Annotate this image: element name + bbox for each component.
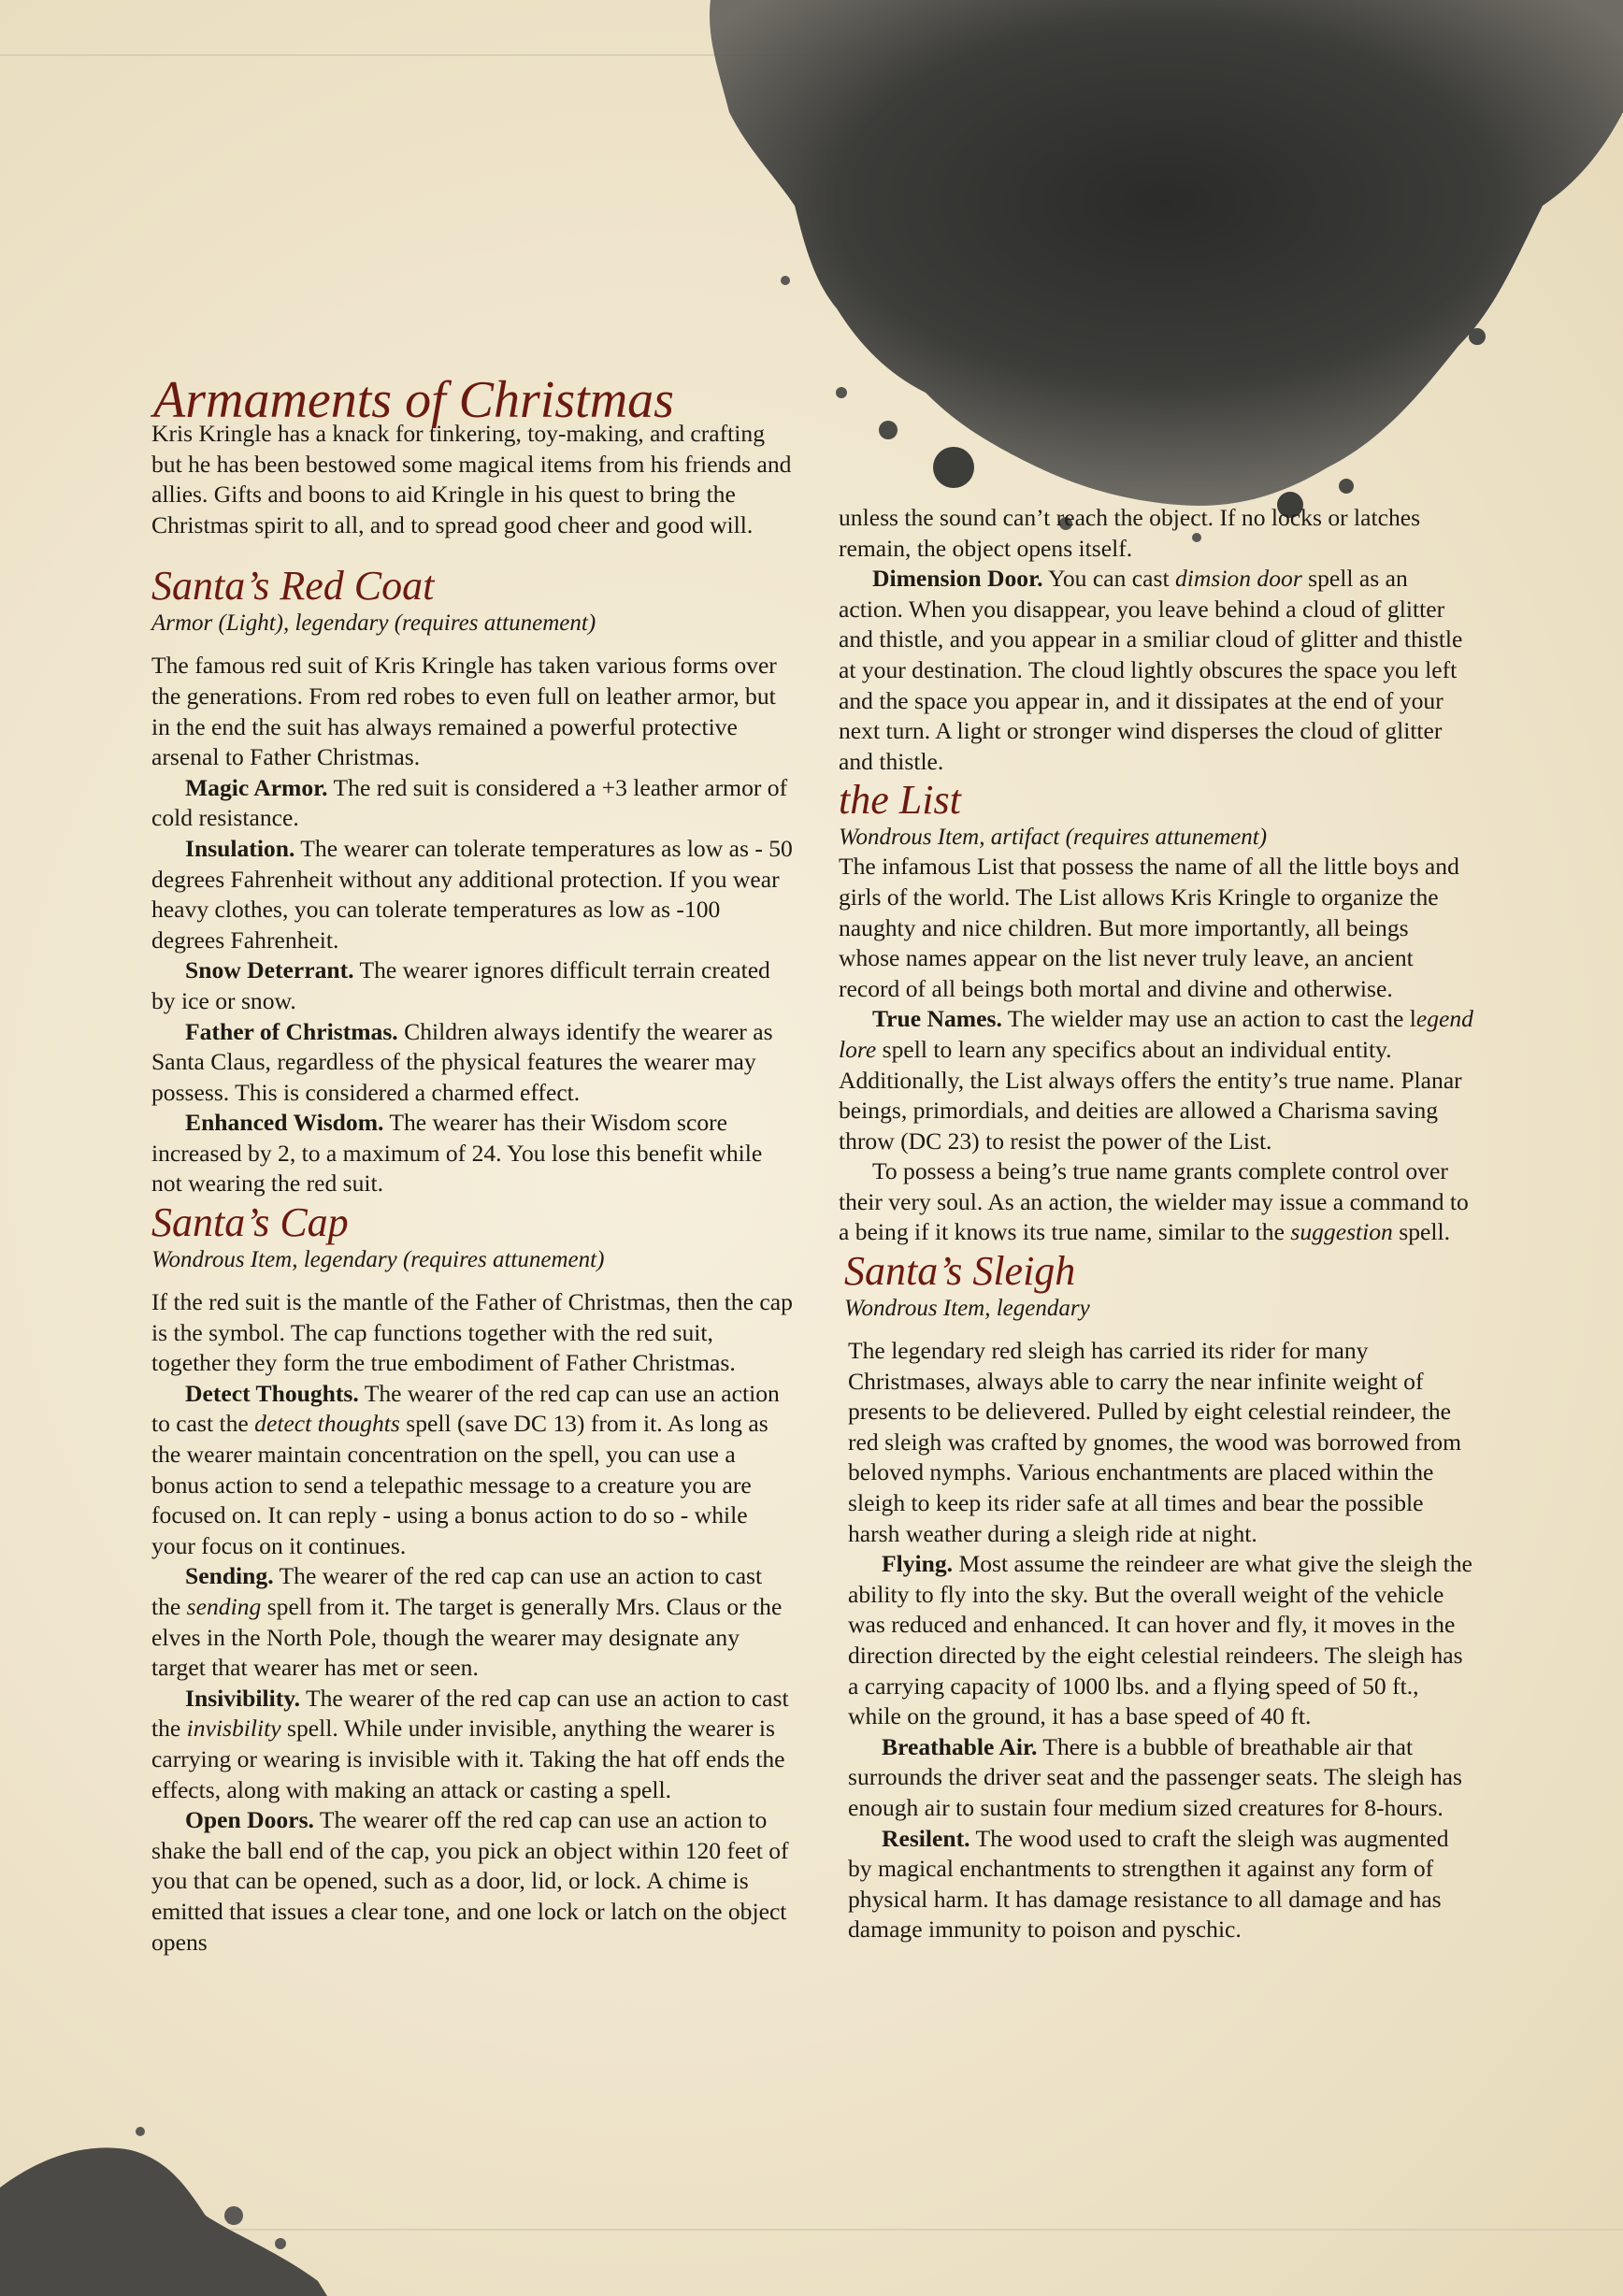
feature-text: spell. (1392, 1218, 1450, 1246)
feature-text: The wood used to craft the sleigh was augmented by magical enchantments to strengthen it against any form of physical harm. It has damage resistance to all damage and has damage immunity to poison and pyschic. (848, 1824, 1449, 1944)
cap-description: If the red suit is the mantle of the Father of Christmas, then the cap is the symbol. The cap functions together with the red suit, together they form the true embodiment of Father Christmas. (151, 1288, 793, 1377)
feature-name: Snow Deterrant. (185, 956, 354, 984)
feature-text: You can cast (1042, 565, 1175, 593)
sleigh-feature (848, 1732, 1474, 1824)
intro-paragraph: Kris Kringle has a knack for tinkering, toy-making, and crafting but he has been bestowed some magical items from his friends and allies. Gifts and boons to aid Kringle in his quest to bring the Christmas spirit to all, and to spread good cheer and good will. (151, 420, 792, 538)
feature-name: Insulation. (185, 834, 295, 862)
feature-text: The wearer off the red cap can use an action to shake the ball end of the cap, you pick an object within 120 feet of you that can be opened, such as a door, lid, or lock. A chime is emitted that issues a clear tone, and one lock or latch on the object opens (151, 1806, 789, 1956)
feature-text: The wearer can tolerate temperatures as low as - 50 degrees Fahrenheit without any additional protection. If you wear heavy clothes, you can tolerate temperatures as low as -100 degrees Fahrenheit. (151, 834, 793, 954)
spell-name: egend lore (839, 1005, 1473, 1063)
feature-name: Enhanced Wisdom. (185, 1109, 384, 1137)
list-subtitle: Wondrous Item, artifact (requires attunement) (839, 825, 1268, 851)
sleigh-title: Santa’s Sleigh (844, 1248, 1076, 1295)
cap-subtitle: Wondrous Item, legendary (requires attunement) (151, 1247, 605, 1273)
coat-description: The famous red suit of Kris Kringle has taken various forms over the generations. From red robes to even full on leather armor, but in the end the suit has always remained a powerful protective arsenal to Father Christmas. (151, 652, 777, 771)
spell-name: suggestion (1290, 1218, 1393, 1246)
feature-name: Sending. (185, 1562, 274, 1590)
spell-name: detect thoughts (254, 1410, 400, 1438)
feature-text: spell from it. The target is generally Mrs. Claus or the elves in the North Pole, though the wearer may designate any target that wearer has met or seen. (151, 1593, 783, 1682)
feature-name: Insivibility. (185, 1684, 301, 1712)
spell-name: sending (186, 1593, 262, 1620)
feature-name: Detect Thoughts. (185, 1379, 359, 1407)
sleigh-feature (848, 1824, 1474, 1945)
open-doors-continued: unless the sound can’t reach the object. If no locks or latches remain, the object opens itself. (839, 504, 1421, 562)
sleigh-feature (848, 1549, 1474, 1732)
feature-name: Flying. (882, 1550, 954, 1578)
cap-feature-open-doors (151, 1805, 797, 1958)
cap-feature-dimension-door (839, 564, 1474, 777)
feature-text: Children always identify the wearer as Santa Claus, regardless of the physical features the wearer may possess. This is considered a charmed effect. (151, 1017, 773, 1106)
left-column (151, 419, 797, 1958)
feature-text: There is a bubble of breathable air that surrounds the driver seat and the passenger seats. The sleigh has enough air to sustain four medium sized creatures for 8-hours. (848, 1732, 1462, 1821)
feature-text: spell. While under invisible, anything the wearer is carrying or wearing is invisible with it. Taking the hat off ends the effects, along with making an attack or casting a spell. (151, 1715, 785, 1803)
feature-name: Open Doors. (185, 1806, 314, 1834)
page-title: Armaments of Christmas (153, 371, 674, 429)
coat-feature (151, 773, 797, 834)
feature-name: Breathable Air. (882, 1732, 1038, 1760)
cap-feature-detect (151, 1379, 797, 1562)
feature-text: spell (save DC 13) from it. As long as the wearer maintain concentration on the spell, you can use a bonus action to send a telepathic message to a creature you are focused on. It can reply - using a bonus action to do so - while your focus on it continues. (151, 1410, 768, 1559)
feature-name: Dimension Door. (872, 565, 1043, 593)
right-column (839, 503, 1474, 1945)
sleigh-description: The legendary red sleigh has carried its rider for many Christmases, always able to carry the near infinite weight of presents to be delievered. Pulled by eight celestial reindeer, the red sleigh was crafted by gnomes, the wood was borrowed from beloved nymphs. Various enchantments are placed within the sleigh to keep its rider safe at all times and bear the possible harsh weather during a sleigh ride at night. (848, 1337, 1462, 1547)
sleigh-body (848, 1336, 1474, 1945)
feature-text: The wielder may use an action to cast the l (1001, 1005, 1416, 1033)
coat-subtitle: Armor (Light), legendary (requires attunement) (151, 610, 596, 637)
coat-feature (151, 1017, 797, 1109)
feature-text: spell as an action. When you disappear, you leave behind a cloud of glitter and thistle, and you appear in a smiliar cloud of glitter and thistle at your destination. The cloud lightly obscures the space you left and the space you appear in, and it dissipates at the end of your next turn. A light or stronger wind disperses the cloud of glitter and thistle. (839, 565, 1463, 775)
coat-feature (151, 1108, 797, 1199)
cap-title: Santa’s Cap (151, 1199, 349, 1246)
list-possess-paragraph (839, 1156, 1474, 1248)
feature-name: Resilent. (882, 1824, 970, 1852)
ink-splatter-top (673, 0, 1623, 561)
coat-feature (151, 955, 797, 1016)
feature-text: The wearer has their Wisdom score increased by 2, to a maximum of 24. You lose this benefit while not wearing the red suit. (151, 1109, 763, 1198)
feature-name: True Names. (872, 1005, 1002, 1033)
cap-feature-sending (151, 1561, 797, 1683)
feature-text: To possess a being’s true name grants complete control over their very soul. As an action, the wielder may issue a command to a being if it knows its true name, similar to the (839, 1157, 1469, 1246)
coat-title: Santa’s Red Coat (151, 563, 435, 610)
ink-splatter-bottom (0, 2103, 355, 2296)
feature-text: The wearer of the red cap can use an action to cast the (151, 1684, 789, 1743)
sleigh-subtitle: Wondrous Item, legendary (844, 1296, 1090, 1322)
list-description: The infamous List that possess the name of all the little boys and girls of the world. The List allows Kris Kringle to organize the naughty and nice children. But more importantly, all beings whose names appear on the list never truly leave, an ancient record of all beings both mortal and divine and otherwise. (839, 853, 1459, 1002)
feature-text: The red suit is considered a +3 leather armor of cold resistance. (151, 773, 788, 832)
coat-feature (151, 834, 797, 955)
spell-name: dimsion door (1174, 565, 1302, 593)
feature-text: The wearer of the red cap can use an action to cast the (151, 1379, 780, 1438)
feature-text: The wearer ignores difficult terrain created by ice or snow. (151, 956, 770, 1014)
feature-text: Most assume the reindeer are what give the sleigh the ability to fly into the sky. But the overall weight of the vehicle was reduced and enhanced. It can hover and fly, it moves in the direction directed by the eight celestial reindeers. The sleigh has a carrying capacity of 1000 lbs. and a flying speed of 50 ft., while on the ground, it has a base speed of 40 ft. (848, 1550, 1472, 1730)
list-feature-true-names (839, 1004, 1474, 1156)
feature-text: spell to learn any specifics about an individual entity. Additionally, the List always offers the entity’s true name. Planar beings, primordials, and deities are allowed a Charisma saving throw (DC 23) to resist the power of the List. (839, 1035, 1462, 1155)
feature-name: Magic Armor. (185, 773, 328, 801)
cap-feature-invisibility (151, 1684, 797, 1805)
feature-text: The wearer of the red cap can use an action to cast the (151, 1562, 763, 1620)
list-title: the List (839, 777, 961, 824)
feature-name: Father of Christmas. (185, 1017, 398, 1045)
spell-name: invisbility (186, 1715, 281, 1743)
